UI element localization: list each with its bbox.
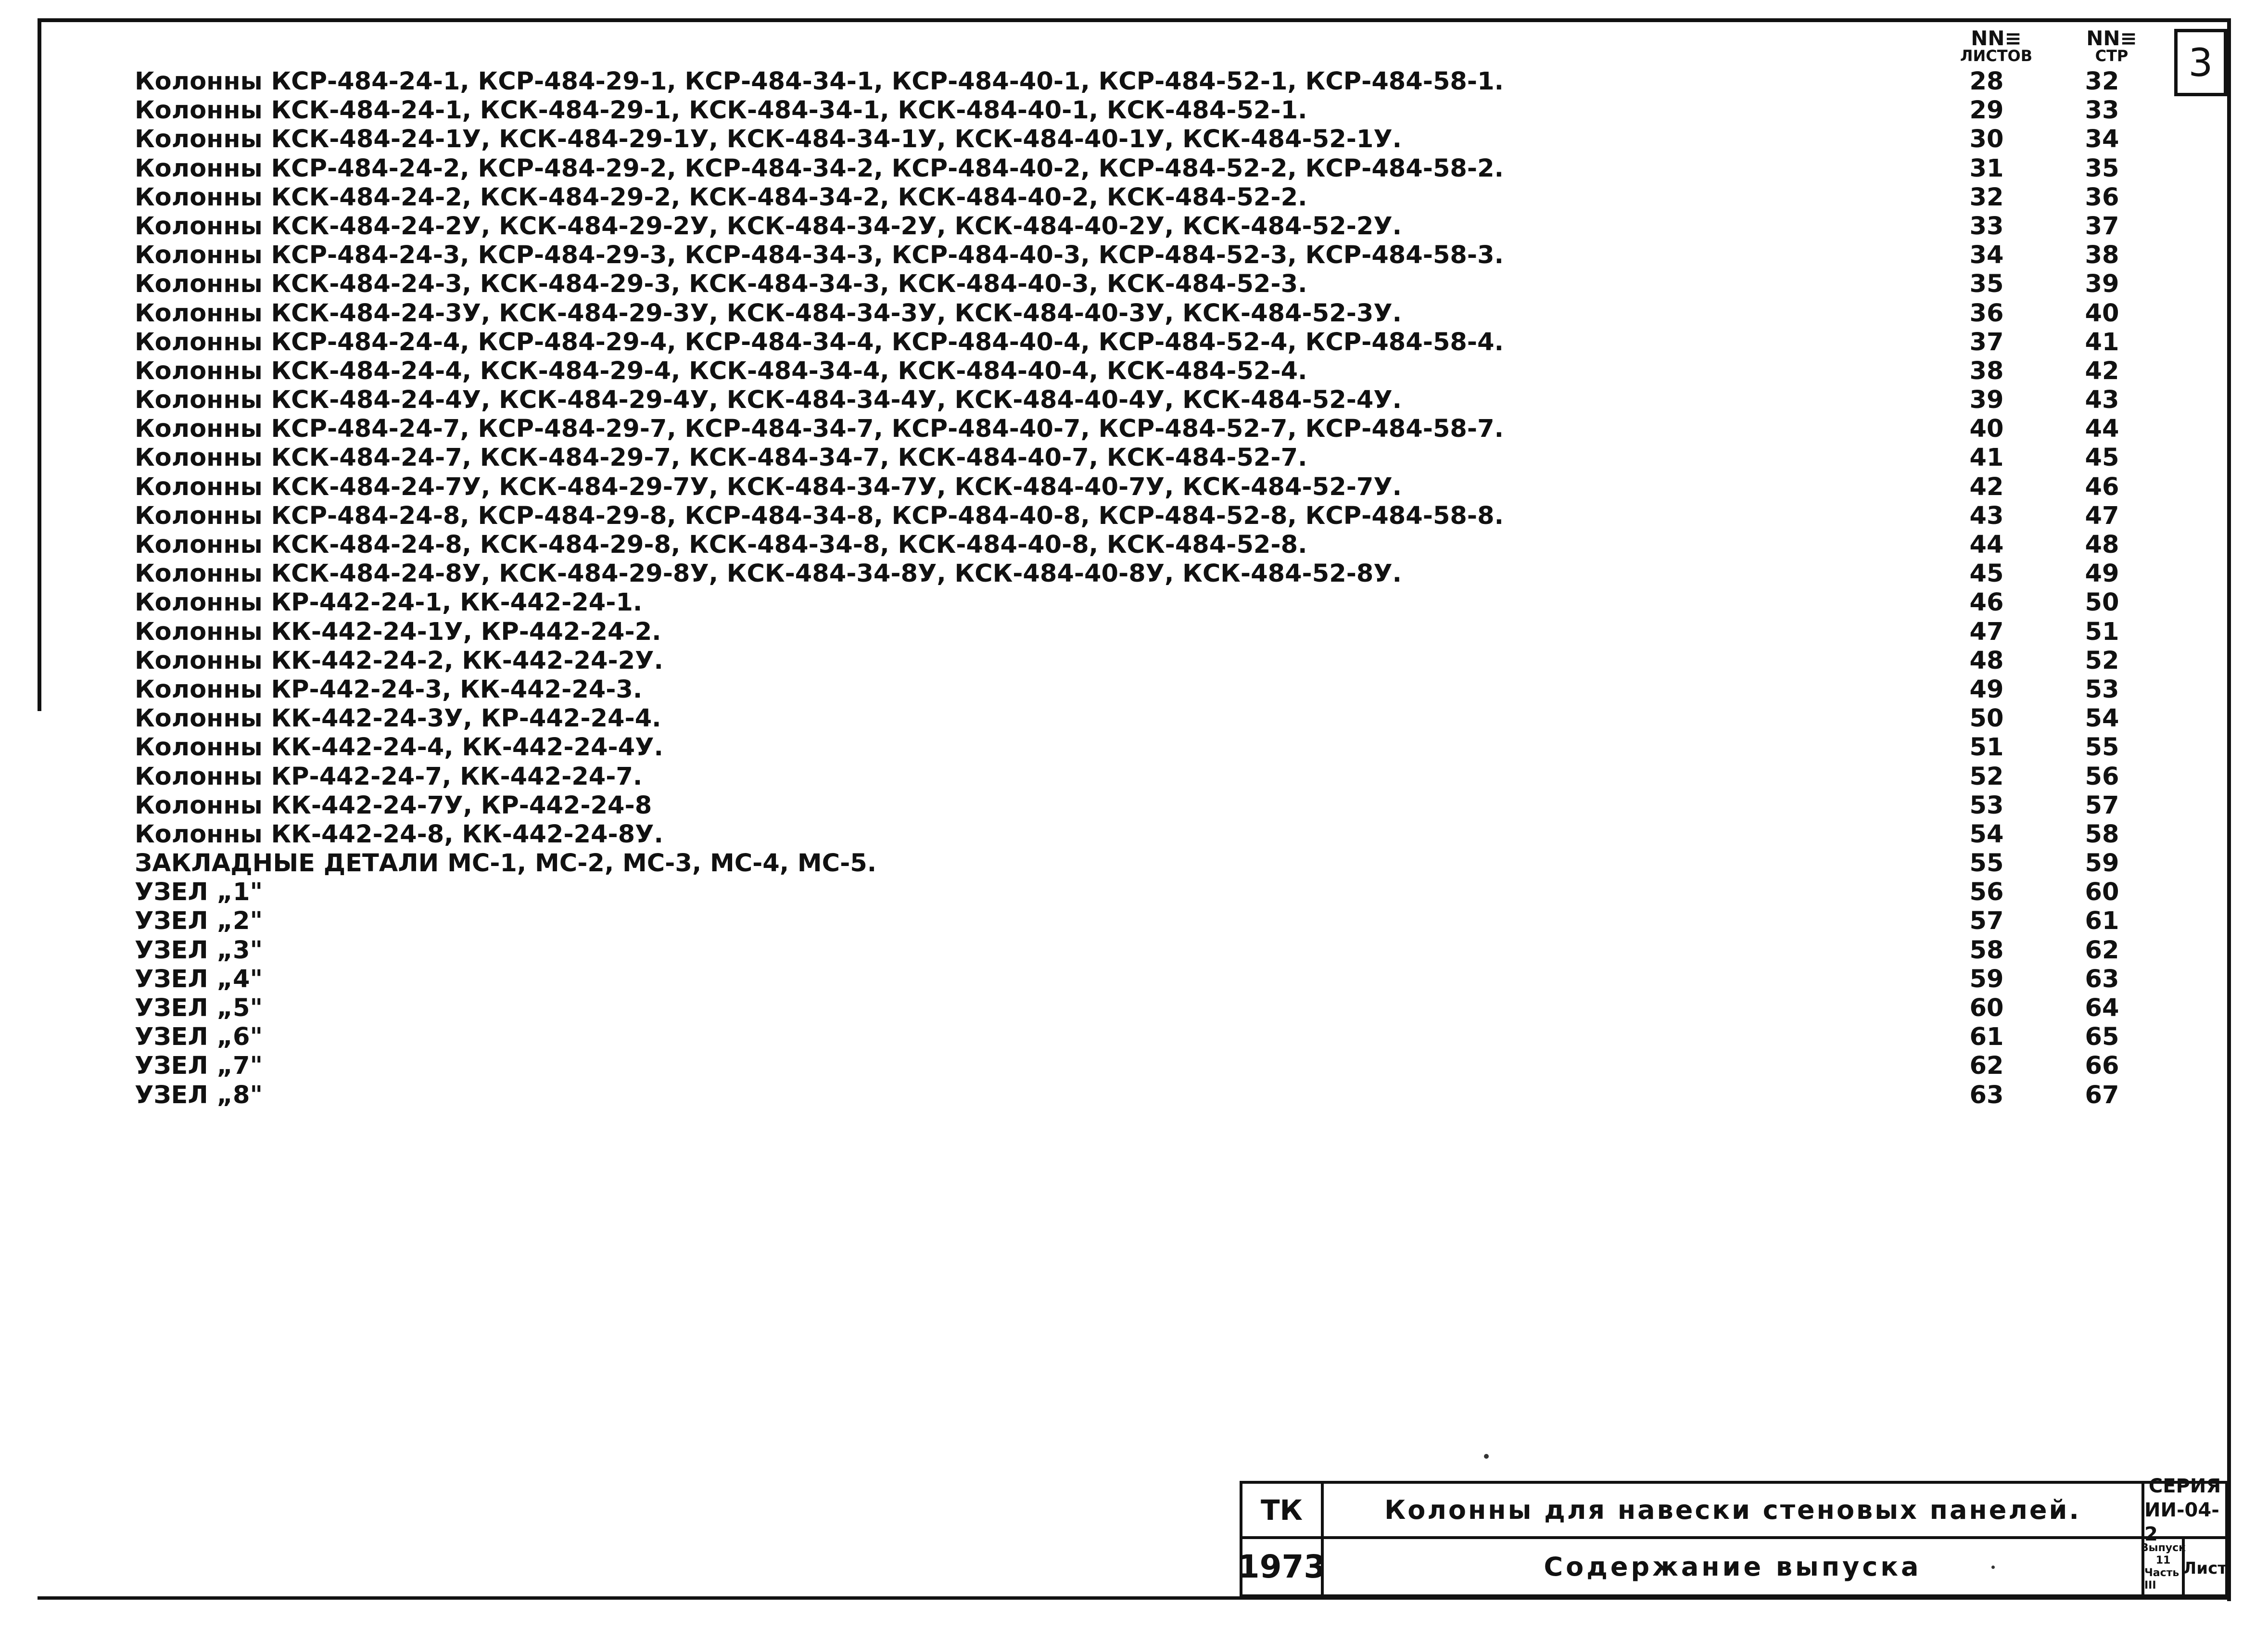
contents-row-title: Колонны КСР-484-24-7, КСР-484-29-7, КСР-484-34-7, КСР-484-40-7, КСР-484-52-7, КСР-484-58-7. — [135, 415, 1504, 444]
contents-row-sheet-number: 45 — [1969, 560, 2004, 588]
contents-row-sheet-number: 59 — [1969, 965, 2004, 993]
contents-list — [135, 65, 2184, 1108]
scan-speck — [1484, 1454, 1489, 1459]
contents-row-title: УЗЕЛ „5" — [135, 994, 263, 1022]
contents-row-title: УЗЕЛ „7" — [135, 1052, 263, 1081]
contents-row — [135, 94, 2184, 123]
contents-row-sheet-number: 42 — [1969, 472, 2004, 501]
contents-row — [135, 1079, 2184, 1108]
title-block — [1237, 1475, 2228, 1597]
contents-row-page-number: 40 — [2085, 299, 2119, 328]
contents-row-page-number: 38 — [2085, 241, 2119, 270]
contents-row-title: Колонны КР-442-24-3, КК-442-24-3. — [135, 675, 643, 704]
contents-row — [135, 153, 2184, 181]
contents-row-title: Колонны КСК-484-24-3, КСК-484-29-3, КСК-484-34-3, КСК-484-40-3, КСК-484-52-3. — [135, 270, 1307, 299]
contents-row — [135, 616, 2184, 645]
sheet-number: 3 — [2188, 40, 2213, 85]
contents-row — [135, 761, 2184, 790]
contents-row-sheet-number: 62 — [1969, 1052, 2004, 1081]
contents-row-sheet-number: 63 — [1969, 1081, 2004, 1109]
title-block-year — [1237, 1536, 1326, 1597]
title-block-sheet — [2182, 1536, 2228, 1597]
contents-row — [135, 239, 2184, 268]
contents-row-title: Колонны КСР-484-24-1, КСР-484-29-1, КСР-484-34-1, КСР-484-40-1, КСР-484-52-1, КСР-484-58-1. — [135, 67, 1504, 96]
contents-row — [135, 268, 2184, 297]
contents-row — [135, 818, 2184, 847]
contents-row — [135, 500, 2184, 529]
document-subtitle: Содержание выпуска — [1544, 1552, 1922, 1582]
contents-row-page-number: 65 — [2085, 1023, 2119, 1052]
contents-row-page-number: 56 — [2085, 762, 2119, 791]
contents-row-page-number: 34 — [2085, 125, 2119, 154]
contents-row-page-number: 32 — [2085, 67, 2119, 96]
contents-row-sheet-number: 57 — [1969, 907, 2004, 936]
contents-row — [135, 558, 2184, 586]
frame-top-border — [38, 18, 2231, 22]
document-title: Колонны для навески стеновых панелей. — [1384, 1495, 2081, 1525]
contents-row-title: УЗЕЛ „2" — [135, 907, 263, 936]
contents-row-sheet-number: 35 — [1969, 270, 2004, 299]
contents-row — [135, 1021, 2184, 1050]
contents-row-page-number: 35 — [2085, 154, 2119, 183]
column-header-sheets-line2: ЛИСТОВ — [1960, 47, 2033, 65]
contents-row-sheet-number: 46 — [1969, 588, 2004, 617]
contents-row-page-number: 63 — [2085, 965, 2119, 993]
contents-row-page-number: 62 — [2085, 936, 2119, 965]
sheet-label: Лист — [2183, 1558, 2227, 1578]
contents-row-title: Колонны КСК-484-24-2, КСК-484-29-2, КСК-484-34-2, КСК-484-40-2, КСК-484-52-2. — [135, 183, 1307, 212]
contents-row-title: УЗЕЛ „1" — [135, 878, 263, 907]
column-header-pages-line1: NN≡ — [2086, 26, 2137, 50]
contents-row-title: Колонны КК-442-24-3У, КР-442-24-4. — [135, 704, 661, 733]
series-value: ИИ-04-2 — [2144, 1499, 2219, 1545]
contents-row-sheet-number: 32 — [1969, 183, 2004, 212]
contents-row-page-number: 55 — [2085, 733, 2119, 762]
contents-row-page-number: 64 — [2085, 994, 2119, 1022]
contents-row-page-number: 49 — [2085, 560, 2119, 588]
issue-label: Выпуск — [2140, 1541, 2186, 1554]
contents-row-title: УЗЕЛ „4" — [135, 965, 263, 993]
series-label: СЕРИЯ — [2148, 1475, 2221, 1497]
contents-row-page-number: 43 — [2085, 386, 2119, 415]
title-block-series — [2141, 1475, 2228, 1545]
column-header-sheets-line1: NN≡ — [1971, 26, 2022, 50]
contents-row-page-number: 52 — [2085, 646, 2119, 675]
contents-row-title: Колонны КСК-484-24-1У, КСК-484-29-1У, КСК-484-34-1У, КСК-484-40-1У, КСК-484-52-1У. — [135, 125, 1402, 154]
contents-row — [135, 297, 2184, 326]
contents-row-page-number: 58 — [2085, 820, 2119, 849]
contents-row-title: Колонны КСК-484-24-8У, КСК-484-29-8У, КСК-484-34-8У, КСК-484-40-8У, КСК-484-52-8У. — [135, 560, 1402, 588]
contents-row-sheet-number: 39 — [1969, 386, 2004, 415]
contents-row — [135, 355, 2184, 384]
contents-row-page-number: 36 — [2085, 183, 2119, 212]
contents-row-title: Колонны КСК-484-24-8, КСК-484-29-8, КСК-484-34-8, КСК-484-40-8, КСК-484-52-8. — [135, 531, 1307, 559]
contents-row-page-number: 44 — [2085, 415, 2119, 444]
column-header-pages — [2068, 26, 2155, 65]
contents-row-title: Колонны КР-442-24-1, КК-442-24-1. — [135, 588, 643, 617]
column-header-sheets — [1943, 26, 2049, 65]
contents-row-page-number: 57 — [2085, 791, 2119, 820]
contents-row-title: Колонны КК-442-24-8, КК-442-24-8У. — [135, 820, 663, 849]
contents-row — [135, 702, 2184, 731]
contents-row-title: УЗЕЛ „8" — [135, 1081, 263, 1109]
contents-row-page-number: 45 — [2085, 444, 2119, 472]
frame-right-border — [2227, 18, 2231, 1601]
contents-row-sheet-number: 33 — [1969, 212, 2004, 241]
contents-row-sheet-number: 50 — [1969, 704, 2004, 733]
contents-row-page-number: 53 — [2085, 675, 2119, 704]
contents-row — [135, 326, 2184, 355]
contents-row-page-number: 59 — [2085, 849, 2119, 878]
contents-row — [135, 934, 2184, 963]
contents-row — [135, 674, 2184, 702]
contents-row-title: УЗЕЛ „6" — [135, 1023, 263, 1052]
contents-row — [135, 992, 2184, 1021]
title-block-org — [1240, 1481, 1324, 1539]
contents-row-page-number: 66 — [2085, 1052, 2119, 1081]
contents-row — [135, 181, 2184, 210]
contents-row-title: Колонны КСК-484-24-7, КСК-484-29-7, КСК-484-34-7, КСК-484-40-7, КСК-484-52-7. — [135, 444, 1307, 472]
contents-row-page-number: 39 — [2085, 270, 2119, 299]
org-label: ТК — [1261, 1493, 1303, 1527]
contents-row-sheet-number: 60 — [1969, 994, 2004, 1022]
contents-row-page-number: 33 — [2085, 96, 2119, 125]
frame-left-border — [38, 18, 41, 711]
contents-row-page-number: 51 — [2085, 617, 2119, 646]
contents-row-sheet-number: 49 — [1969, 675, 2004, 704]
issue-value: 11 — [2155, 1554, 2171, 1566]
contents-row-sheet-number: 44 — [1969, 531, 2004, 559]
contents-row-sheet-number: 54 — [1969, 820, 2004, 849]
title-block-title — [1321, 1481, 2144, 1539]
contents-row-title: Колонны КСК-484-24-4У, КСК-484-29-4У, КСК-484-34-4У, КСК-484-40-4У, КСК-484-52-4У. — [135, 386, 1402, 415]
year-label: 1973 — [1237, 1548, 1326, 1585]
contents-row-page-number: 48 — [2085, 531, 2119, 559]
contents-row-title: Колонны КК-442-24-2, КК-442-24-2У. — [135, 646, 663, 675]
contents-row — [135, 876, 2184, 905]
contents-row-sheet-number: 30 — [1969, 125, 2004, 154]
contents-row-sheet-number: 61 — [1969, 1023, 2004, 1052]
contents-row-title: Колонны КСК-484-24-2У, КСК-484-29-2У, КСК-484-34-2У, КСК-484-40-2У, КСК-484-52-2У. — [135, 212, 1402, 241]
contents-row-sheet-number: 31 — [1969, 154, 2004, 183]
contents-row — [135, 384, 2184, 413]
contents-row-sheet-number: 48 — [1969, 646, 2004, 675]
contents-row-title: Колонны КСР-484-24-4, КСР-484-29-4, КСР-484-34-4, КСР-484-40-4, КСР-484-52-4, КСР-484-58-4. — [135, 328, 1504, 357]
contents-row-sheet-number: 28 — [1969, 67, 2004, 96]
contents-row-sheet-number: 29 — [1969, 96, 2004, 125]
contents-row — [135, 731, 2184, 760]
contents-row — [135, 471, 2184, 500]
contents-row — [135, 442, 2184, 471]
contents-row — [135, 1050, 2184, 1079]
contents-row-sheet-number: 37 — [1969, 328, 2004, 357]
contents-row-page-number: 67 — [2085, 1081, 2119, 1109]
contents-row — [135, 847, 2184, 876]
title-block-issue — [2141, 1536, 2185, 1597]
contents-row-page-number: 46 — [2085, 472, 2119, 501]
contents-row-page-number: 42 — [2085, 357, 2119, 385]
contents-row-sheet-number: 56 — [1969, 878, 2004, 907]
contents-row-title: УЗЕЛ „3" — [135, 936, 263, 965]
contents-row-title: Колонны КСР-484-24-2, КСР-484-29-2, КСР-484-34-2, КСР-484-40-2, КСР-484-52-2, КСР-484-58-2. — [135, 154, 1504, 183]
contents-row-page-number: 60 — [2085, 878, 2119, 907]
contents-row-sheet-number: 53 — [1969, 791, 2004, 820]
contents-row-page-number: 54 — [2085, 704, 2119, 733]
contents-row — [135, 413, 2184, 442]
contents-row — [135, 586, 2184, 615]
contents-row-sheet-number: 38 — [1969, 357, 2004, 385]
contents-row-title: Колонны КК-442-24-1У, КР-442-24-2. — [135, 617, 661, 646]
contents-row — [135, 123, 2184, 152]
title-block-subtitle — [1321, 1536, 2144, 1597]
contents-row-sheet-number: 41 — [1969, 444, 2004, 472]
contents-row-title: Колонны КК-442-24-4, КК-442-24-4У. — [135, 733, 663, 762]
contents-row-sheet-number: 52 — [1969, 762, 2004, 791]
contents-row-title: Колонны КСР-484-24-3, КСР-484-29-3, КСР-484-34-3, КСР-484-40-3, КСР-484-52-3, КСР-484-58-3. — [135, 241, 1504, 270]
contents-row-sheet-number: 51 — [1969, 733, 2004, 762]
contents-row-title: Колонны КСР-484-24-8, КСР-484-29-8, КСР-484-34-8, КСР-484-40-8, КСР-484-52-8, КСР-484-58-8. — [135, 501, 1504, 530]
contents-row — [135, 645, 2184, 674]
contents-row-title: Колонны КСК-484-24-4, КСК-484-29-4, КСК-484-34-4, КСК-484-40-4, КСК-484-52-4. — [135, 357, 1307, 385]
contents-row — [135, 65, 2184, 94]
contents-row-sheet-number: 43 — [1969, 501, 2004, 530]
contents-row — [135, 529, 2184, 558]
contents-row-title: ЗАКЛАДНЫЕ ДЕТАЛИ МС-1, МС-2, МС-3, МС-4, МС-5. — [135, 849, 877, 878]
contents-row-sheet-number: 55 — [1969, 849, 2004, 878]
contents-row-sheet-number: 58 — [1969, 936, 2004, 965]
contents-row-title: Колонны КР-442-24-7, КК-442-24-7. — [135, 762, 643, 791]
contents-row — [135, 905, 2184, 934]
contents-row-sheet-number: 40 — [1969, 415, 2004, 444]
contents-row-page-number: 37 — [2085, 212, 2119, 241]
contents-row-title: Колонны КСК-484-24-7У, КСК-484-29-7У, КСК-484-34-7У, КСК-484-40-7У, КСК-484-52-7У. — [135, 472, 1402, 501]
contents-row-title: Колонны КК-442-24-7У, КР-442-24-8 — [135, 791, 652, 820]
contents-row-page-number: 50 — [2085, 588, 2119, 617]
contents-row-title: Колонны КСК-484-24-1, КСК-484-29-1, КСК-484-34-1, КСК-484-40-1, КСК-484-52-1. — [135, 96, 1307, 125]
contents-row-sheet-number: 47 — [1969, 617, 2004, 646]
contents-row — [135, 790, 2184, 818]
contents-row — [135, 210, 2184, 239]
part-label: Часть III — [2144, 1566, 2179, 1592]
column-header-pages-line2: СТР — [2095, 47, 2129, 65]
contents-row-title: Колонны КСК-484-24-3У, КСК-484-29-3У, КСК-484-34-3У, КСК-484-40-3У, КСК-484-52-3У. — [135, 299, 1402, 328]
contents-row-page-number: 61 — [2085, 907, 2119, 936]
contents-row-page-number: 41 — [2085, 328, 2119, 357]
contents-row-sheet-number: 34 — [1969, 241, 2004, 270]
contents-row — [135, 963, 2184, 992]
contents-row-page-number: 47 — [2085, 501, 2119, 530]
contents-row-sheet-number: 36 — [1969, 299, 2004, 328]
